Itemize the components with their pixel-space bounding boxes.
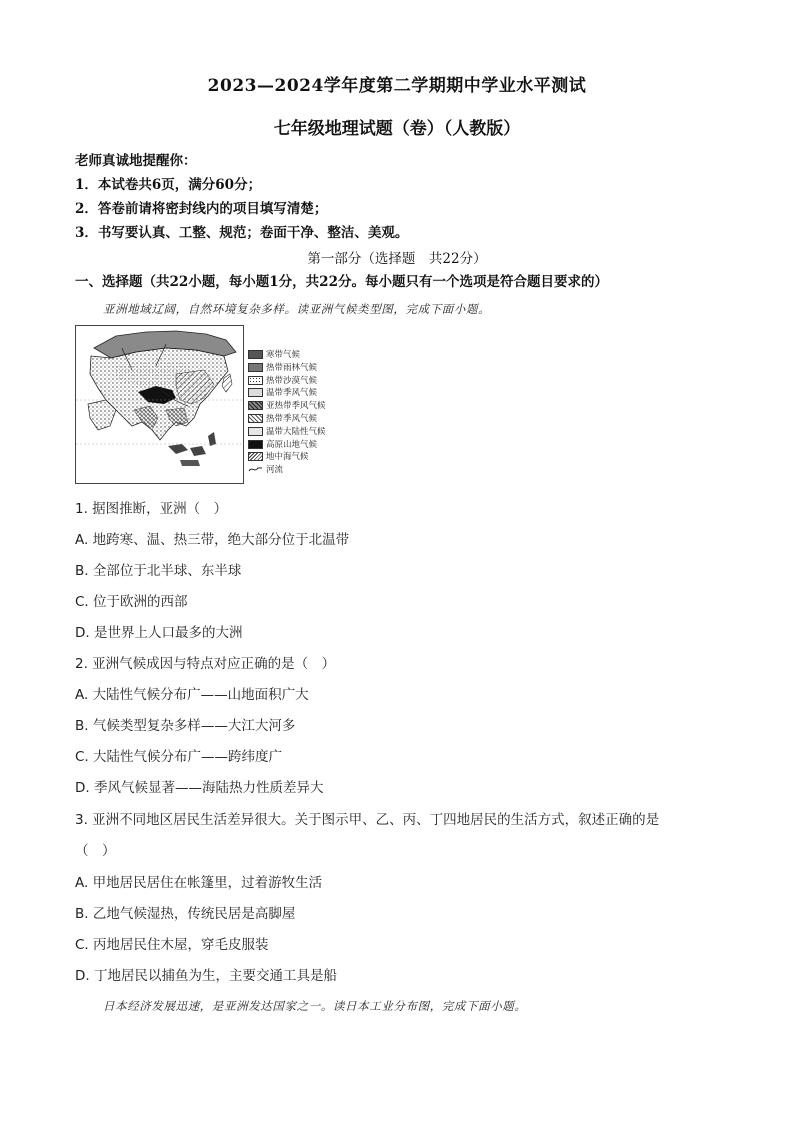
question-3-stem: 3. 亚洲不同地区居民生活差异很大。关于图示甲、乙、丙、丁四地居民的生活方式，叙述正确的是 [75,812,660,828]
legend-item: 高原山地气候 [248,438,326,451]
legend-item: 温带季风气候 [248,386,326,399]
q2-option-a: A. 大陆性气候分布广——山地面积广大 [75,687,309,703]
swatch-icon [248,388,263,397]
swatch-icon [248,452,263,461]
question-3-stem-bracket: （ ） [75,843,116,859]
q1-option-b: B. 全部位于北半球、东半球 [75,563,242,579]
q3-option-b: B. 乙地气候湿热，传统民居是高脚屋 [75,906,296,922]
swatch-icon [248,350,263,359]
q1-option-c: C. 位于欧洲的西部 [75,594,188,610]
question-1-stem: 1. 据图推断，亚洲（ ） [75,501,228,517]
intro-japan: 日本经济发展迅速，是亚洲发达国家之一。读日本工业分布图，完成下面小题。 [103,999,527,1013]
swatch-icon [248,427,263,436]
legend-item: 热带沙漠气候 [248,374,326,387]
asia-climate-map [75,325,244,484]
exam-title: 2023—2024学年度第二学期期中学业水平测试 [207,76,587,96]
q2-option-b: B. 气候类型复杂多样——大江大河多 [75,718,296,734]
river-icon [248,465,263,474]
swatch-icon [248,376,263,385]
swatch-icon [248,401,263,410]
q3-option-c: C. 丙地居民住木屋，穿毛皮服装 [75,937,269,953]
notice-heading: 老师真诚地提醒你： [75,153,197,169]
q1-option-a: A. 地跨寒、温、热三带，绝大部分位于北温带 [75,532,350,548]
asia-map-drawing [76,326,243,483]
section-heading: 一、选择题（共22小题，每小题1分，共22分。每小题只有一个选项是符合题目要求的） [75,274,608,290]
notice-item-1: 1．本试卷共6页，满分60分； [75,177,262,193]
part-title: 第一部分（选择题 共22分） [307,251,487,267]
map-legend [248,348,326,476]
q2-option-d: D. 季风气候显著——海陆热力性质差异大 [75,780,324,796]
legend-item: 地中海气候 [248,450,326,463]
notice-item-2: 2．答卷前请将密封线内的项目填写清楚； [75,201,328,217]
question-2-stem: 2. 亚洲气候成因与特点对应正确的是（ ） [75,656,336,672]
legend-item: 河流 [248,463,326,476]
legend-item: 热带季风气候 [248,412,326,425]
q3-option-a: A. 甲地居民居住在帐篷里，过着游牧生活 [75,875,323,891]
legend-item: 热带雨林气候 [248,361,326,374]
q3-option-d: D. 丁地居民以捕鱼为生，主要交通工具是船 [75,968,337,984]
q2-option-c: C. 大陆性气候分布广——跨纬度广 [75,749,283,765]
exam-subtitle: 七年级地理试题（卷）（人教版） [273,119,521,139]
intro-asia: 亚洲地域辽阔，自然环境复杂多样。读亚洲气候类型图，完成下面小题。 [103,302,491,316]
swatch-icon [248,414,263,423]
legend-item: 温带大陆性气候 [248,425,326,438]
legend-item: 寒带气候 [248,348,326,361]
swatch-icon [248,363,263,372]
legend-item: 亚热带季风气候 [248,399,326,412]
swatch-icon [248,440,263,449]
notice-item-3: 3．书写要认真、工整、规范；卷面干净、整洁、美观。 [75,225,409,241]
q1-option-d: D. 是世界上人口最多的大洲 [75,625,243,641]
